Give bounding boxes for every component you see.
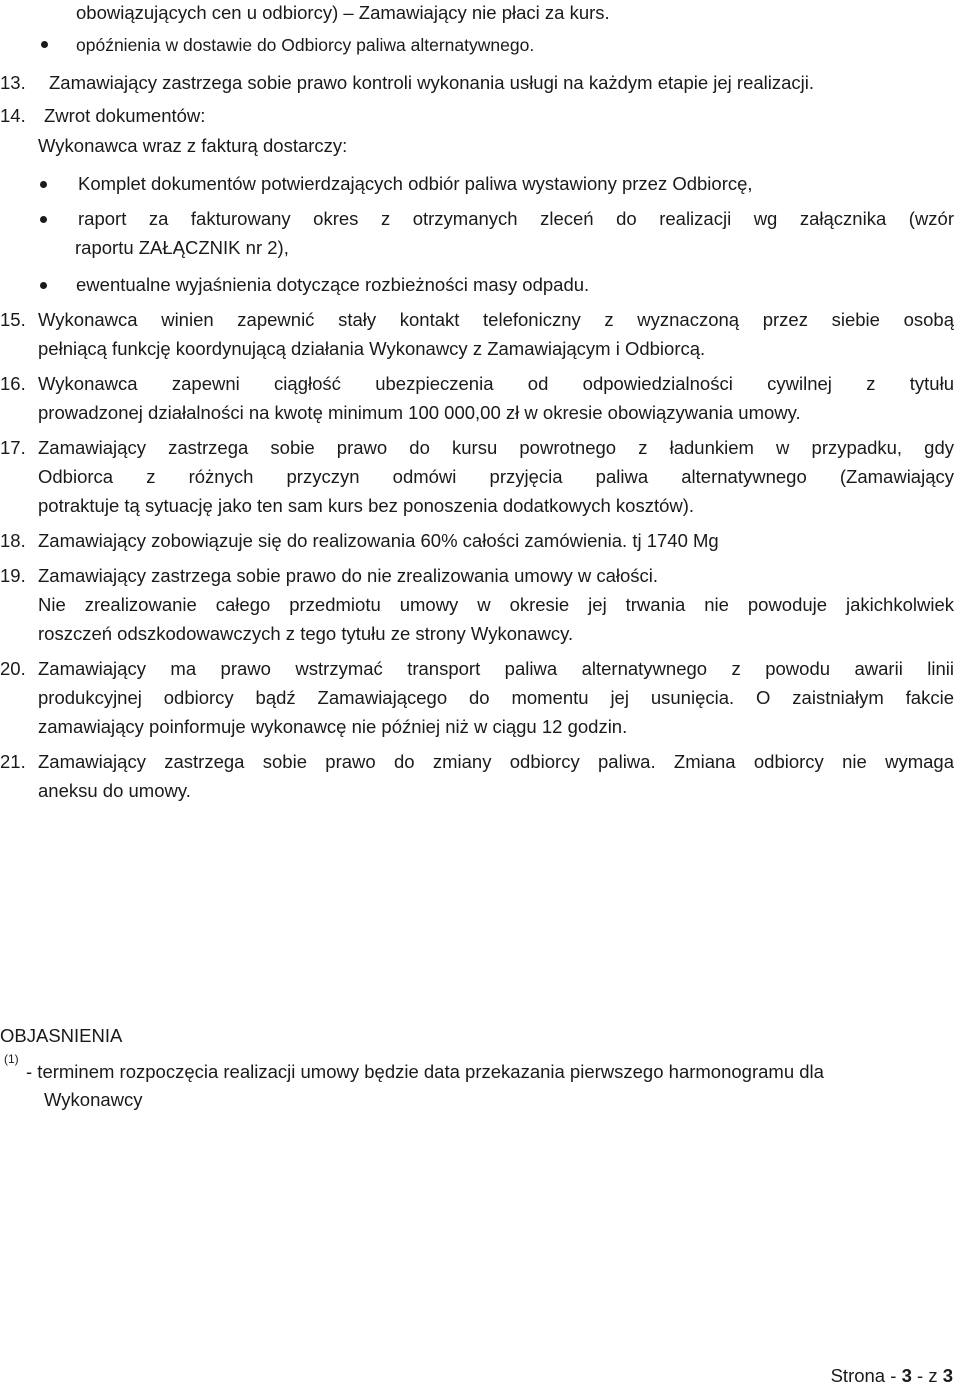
- item-number: 20.: [0, 658, 26, 679]
- item-17-line3: potraktuje tą sytuację jako ten sam kurs bez ponoszenia dodatkowych kosztów).: [38, 495, 695, 516]
- item-14-intro: Wykonawca wraz z fakturą dostarczy:: [38, 135, 348, 156]
- bullet-icon: [40, 181, 47, 188]
- bullet-documents: Komplet dokumentów potwierdzających odbiór paliwa wystawiony przez Odbiorcę,: [78, 173, 753, 194]
- item-number: 21.: [0, 751, 26, 772]
- item-20-line2: produkcyjnej odbiorcy bądź Zamawiającego do momentu jej usunięcia. O zaistniałym fakcie: [38, 687, 954, 708]
- item-number: 14.: [0, 105, 26, 126]
- notes-heading: OBJASNIENIA: [0, 1025, 123, 1046]
- bullet-icon: [41, 41, 48, 48]
- footnote-marker: (1): [4, 1052, 19, 1066]
- item-19-line2: Nie zrealizowanie całego przedmiotu umowy w okresie jej trwania nie powoduje jakichkolwiek: [38, 594, 954, 615]
- item-17-line1: Zamawiający zastrzega sobie prawo do kursu powrotnego z ładunkiem w przypadku, gdy: [38, 437, 954, 458]
- footer-of: z: [928, 1365, 938, 1386]
- item-19-line1: Zamawiający zastrzega sobie prawo do nie zrealizowania umowy w całości.: [38, 565, 659, 586]
- footer-current-page: 3: [901, 1365, 912, 1386]
- item-number: 13.: [0, 72, 26, 93]
- footer-label: Strona: [830, 1365, 886, 1386]
- bullet-report-line2: raportu ZAŁĄCZNIK nr 2),: [75, 237, 289, 258]
- footer-separator: -: [890, 1365, 897, 1386]
- item-20-line1: Zamawiający ma prawo wstrzymać transport paliwa alternatywnego z powodu awarii linii: [38, 658, 954, 679]
- continuation-line: obowiązujących cen u odbiorcy) – Zamawiający nie płaci za kurs.: [76, 2, 610, 23]
- item-20-line3: zamawiający poinformuje wykonawcę nie później niż w ciągu 12 godzin.: [38, 716, 628, 737]
- page-number-footer: [831, 1364, 953, 1388]
- footnote-line1: - terminem rozpoczęcia realizacji umowy będzie data przekazania pierwszego harmonogramu dla: [26, 1061, 824, 1082]
- footnote-line2: Wykonawcy: [44, 1089, 143, 1110]
- item-19-line3: roszczeń odszkodowawczych z tego tytułu ze strony Wykonawcy.: [38, 623, 574, 644]
- bullet-report-line1: raport za fakturowany okres z otrzymanych zleceń do realizacji wg załącznika (wzór: [78, 208, 954, 229]
- footer-total-pages: 3: [942, 1365, 953, 1386]
- item-14-title: Zwrot dokumentów:: [44, 105, 206, 126]
- bullet-explanations: ewentualne wyjaśnienia dotyczące rozbieżności masy odpadu.: [76, 274, 590, 295]
- item-16-line2: prowadzonej działalności na kwotę minimum 100 000,00 zł w okresie obowiązywania umowy.: [38, 402, 801, 423]
- bullet-icon: [40, 282, 47, 289]
- item-21-line1: Zamawiający zastrzega sobie prawo do zmiany odbiorcy paliwa. Zmiana odbiorcy nie wymaga: [38, 751, 954, 772]
- item-number: 19.: [0, 565, 26, 586]
- item-number: 15.: [0, 309, 26, 330]
- item-18-text: Zamawiający zobowiązuje się do realizowania 60% całości zamówienia. tj 1740 Mg: [38, 530, 719, 551]
- footer-separator: -: [917, 1365, 924, 1386]
- item-number: 17.: [0, 437, 26, 458]
- bullet-delay: opóźnienia w dostawie do Odbiorcy paliwa alternatywnego.: [76, 35, 535, 55]
- item-17-line2: Odbiorca z różnych przyczyn odmówi przyjęcia paliwa alternatywnego (Zamawiający: [38, 466, 954, 487]
- bullet-icon: [40, 216, 47, 223]
- item-16-line1: Wykonawca zapewni ciągłość ubezpieczenia od odpowiedzialności cywilnej z tytułu: [38, 373, 954, 394]
- item-number: 16.: [0, 373, 26, 394]
- item-21-line2: aneksu do umowy.: [38, 780, 191, 801]
- item-15-line1: Wykonawca winien zapewnić stały kontakt telefoniczny z wyznaczoną przez siebie osobą: [38, 309, 954, 330]
- item-15-line2: pełniącą funkcję koordynującą działania Wykonawcy z Zamawiającym i Odbiorcą.: [38, 338, 706, 359]
- item-number: 18.: [0, 530, 26, 551]
- item-13-text: Zamawiający zastrzega sobie prawo kontroli wykonania usługi na każdym etapie jej realizacji.: [49, 72, 815, 93]
